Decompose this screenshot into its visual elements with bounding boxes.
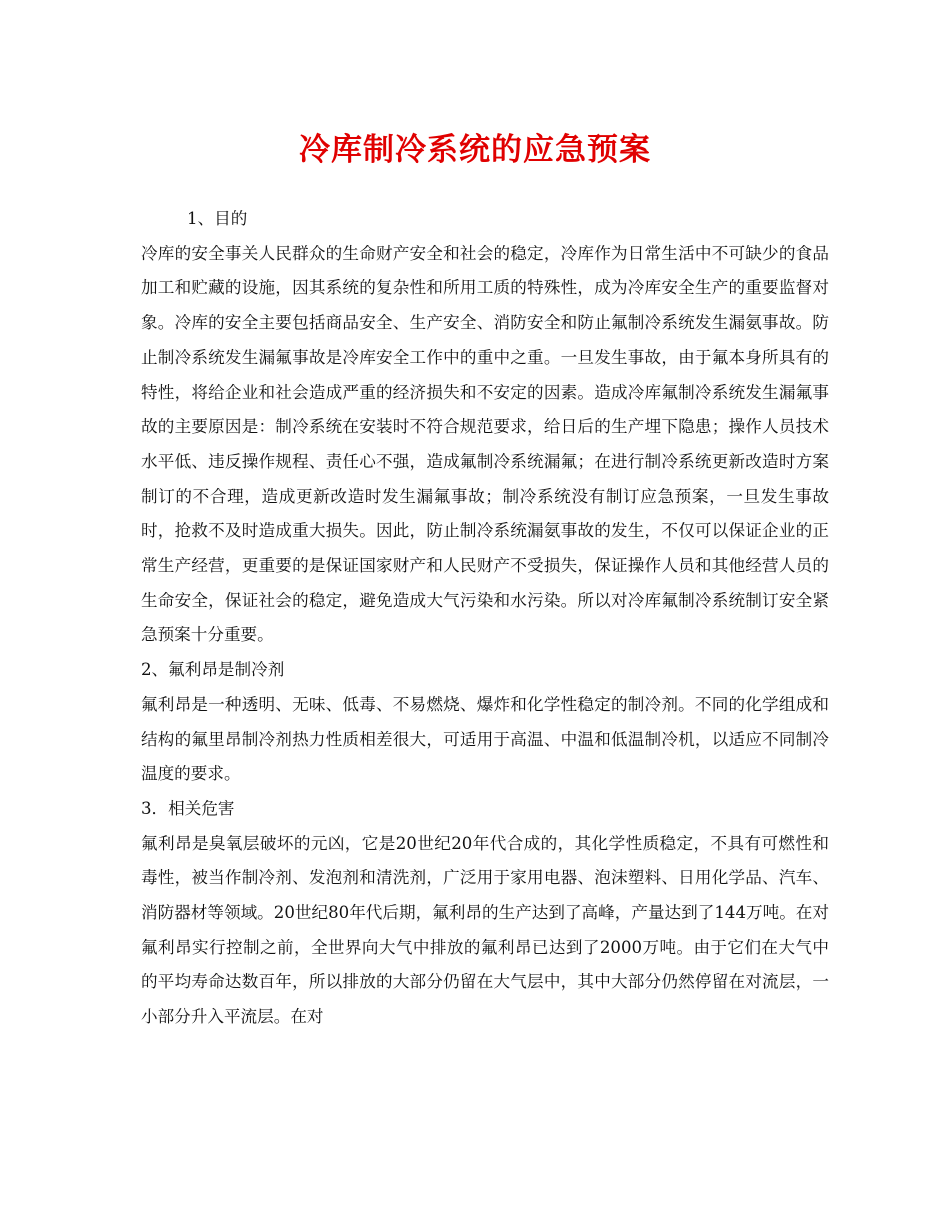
section-heading-hazards: 3．相关危害 [141,798,235,818]
document-title: 冷库制冷系统的应急预案 [299,132,651,168]
document-body [141,202,829,1035]
paragraph-hazards: 氟利昂是臭氧层破坏的元凶，它是20世纪20年代合成的，其化学性质稳定，不具有可燃性和毒性，被当作制冷剂、发泡剂和清洗剂，广泛用于家用电器、泡沫塑料、日用化学品、汽车、消防器材等领域。20世纪80年代后期，氟利昂的生产达到了高峰，产量达到了144万吨。在对氟利昂实行控制之前，全世界向大气中排放的氟利昂已达到了2000万吨。由于它们在大气中的平均寿命达数百年，所以排放的大部分仍留在大气层中，其中大部分仍然停留在对流层，一小部分升入平流层。在对 [141,833,829,1027]
section-heading-freon: 2、氟利昂是制冷剂 [141,660,285,680]
paragraph-freon: 氟利昂是一种透明、无味、低毒、不易燃烧、爆炸和化学性稳定的制冷剂。不同的化学组成和结构的氟里昂制冷剂热力性质相差很大，可适用于高温、中温和低温制冷机，以适应不同制冷温度的要求。 [141,694,829,784]
section-heading-purpose: 1、目的 [187,209,248,228]
paragraph-purpose: 冷库的安全事关人民群众的生命财产安全和社会的稳定，冷库作为日常生活中不可缺少的食品加工和贮藏的设施，因其系统的复杂性和所用工质的特殊性，成为冷库安全生产的重要监督对象。冷库的安全主要包括商品安全、生产安全、消防安全和防止氟制冷系统发生漏氨事故。防止制冷系统发生漏氟事故是冷库安全工作中的重中之重。一旦发生事故，由于氟本身所具有的特性，将给企业和社会造成严重的经济损失和不安定的因素。造成冷库氟制冷系统发生漏氟事故的主要原因是：制冷系统在安装时不符合规范要求，给日后的生产埋下隐患；操作人员技术水平低、违反操作规程、责任心不强，造成氟制冷系统漏氟；在进行制冷系统更新改造时方案制订的不合理，造成更新改造时发生漏氟事故；制冷系统没有制订应急预案，一旦发生事故时，抢救不及时造成重大损失。因此，防止制冷系统漏氨事故的发生，不仅可以保证企业的正常生产经营，更重要的是保证国家财产和人民财产不受损失，保证操作人员和其他经营人员的生命安全，保证社会的稳定，避免造成大气污染和水污染。所以对冷库氟制冷系统制订安全紧急预案十分重要。 [141,243,829,645]
